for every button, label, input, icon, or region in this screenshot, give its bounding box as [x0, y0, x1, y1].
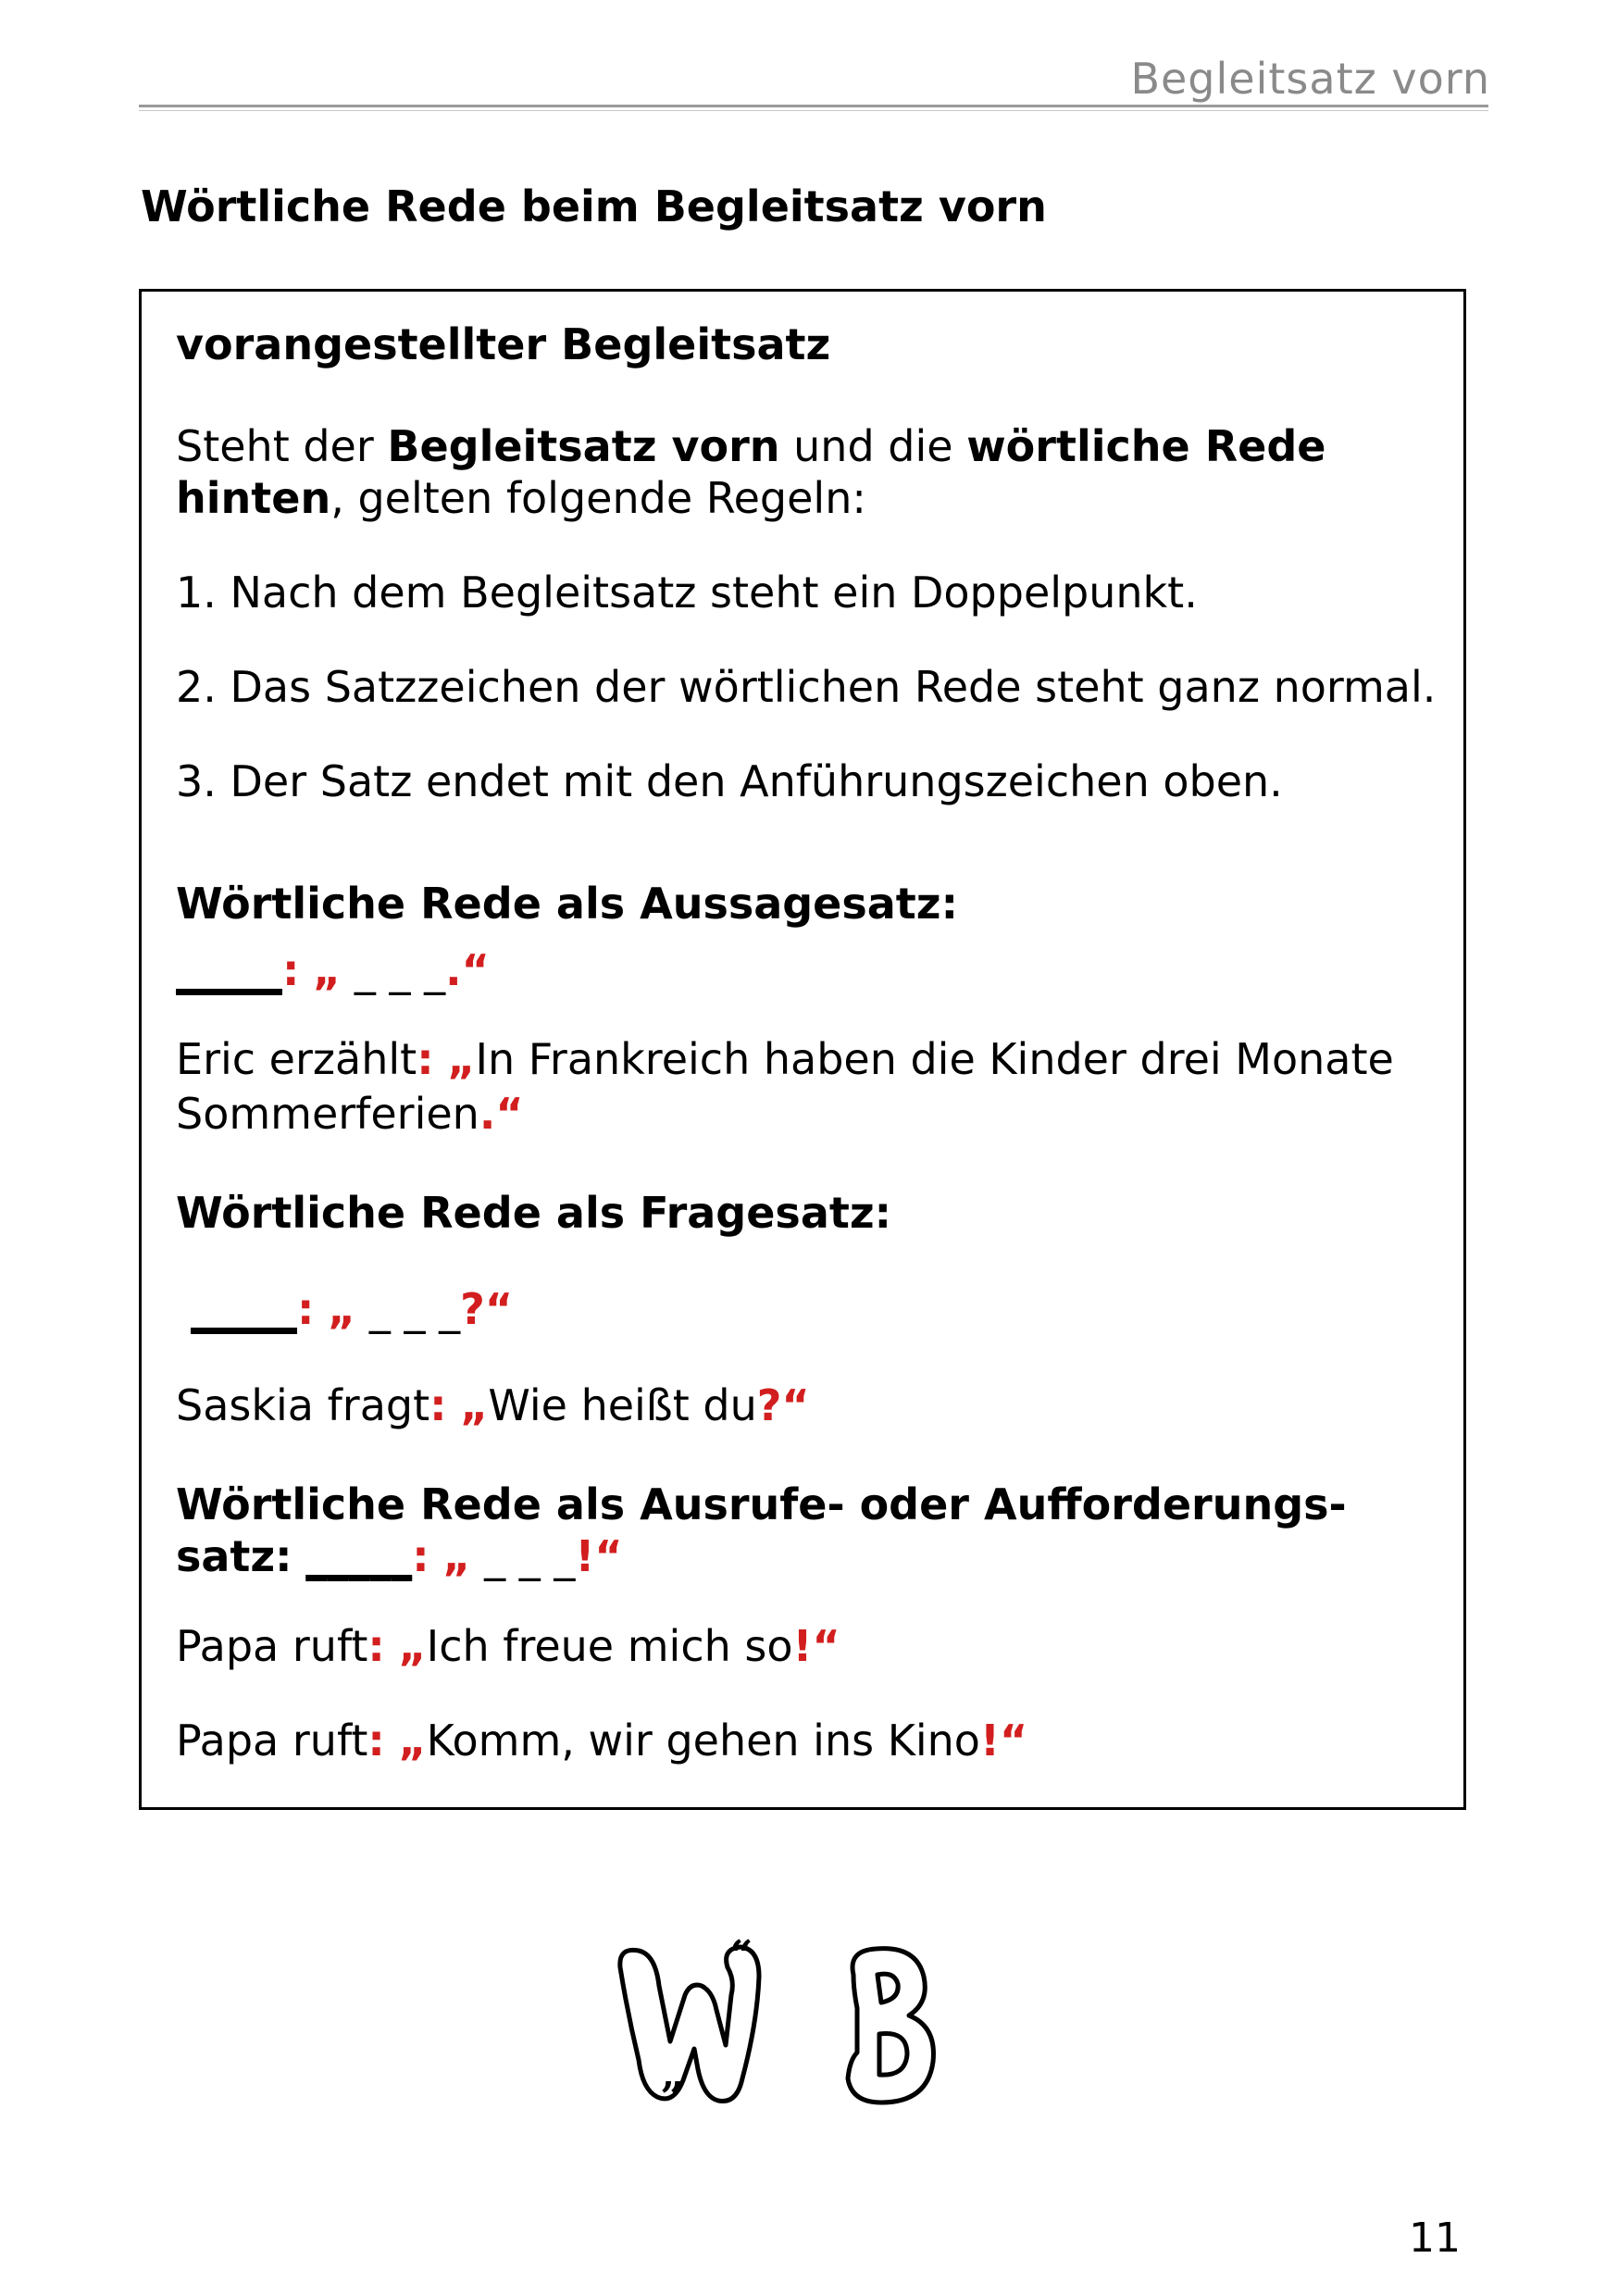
page-title: Wörtliche Rede beim Begleitsatz vorn [141, 181, 1047, 231]
frage-heading: Wörtliche Rede als Fragesatz: [176, 1188, 892, 1238]
aussage-heading: Wörtliche Rede als Aussagesatz: [176, 879, 958, 929]
ausruf-example-2: Papa ruft: „Komm, wir gehen ins Kino!“ [176, 1716, 1028, 1766]
logo-b-shape [848, 1949, 933, 2103]
wb-logo [611, 1930, 953, 2115]
logo-quote-high: “ [729, 1932, 753, 1979]
frage-example: Saskia fragt: „Wie heißt du?“ [176, 1380, 810, 1430]
aussage-example-line-2: Sommerferien.“ [176, 1089, 524, 1139]
running-header: Begleitsatz vorn [1130, 54, 1490, 104]
intro-line-1: Steht der Begleitsatz vorn und die wörtliche Rede [176, 421, 1326, 471]
aussage-example-line-1: Eric erzählt: „In Frankreich haben die Kinder drei Monate [176, 1034, 1394, 1084]
header-divider-thin [139, 110, 1488, 111]
box-title: vorangestellter Begleitsatz [176, 319, 831, 369]
logo-quote-low: „ [661, 2051, 685, 2098]
rule-item-3: 3. Der Satz endet mit den Anführungszeichen oben. [176, 756, 1283, 806]
rule-item-2: 2. Das Satzzeichen der wörtlichen Rede steht ganz normal. [176, 662, 1437, 712]
header-divider [139, 105, 1488, 107]
aussage-pattern: _____: „ _ _ _.“ [176, 945, 490, 995]
ausruf-heading-line-1: Wörtliche Rede als Ausrufe- oder Aufforderungs- [176, 1479, 1347, 1529]
rule-item-1: 1. Nach dem Begleitsatz steht ein Doppelpunkt. [176, 568, 1198, 618]
page-number: 11 [1409, 2215, 1461, 2262]
intro-line-2: hinten, gelten folgende Regeln: [176, 473, 866, 523]
ausruf-example-1: Papa ruft: „Ich freue mich so!“ [176, 1621, 840, 1671]
ausruf-heading-line-2: satz: _____: „ _ _ _!“ [176, 1531, 623, 1581]
frage-pattern: _____: „ _ _ _?“ [191, 1284, 514, 1334]
